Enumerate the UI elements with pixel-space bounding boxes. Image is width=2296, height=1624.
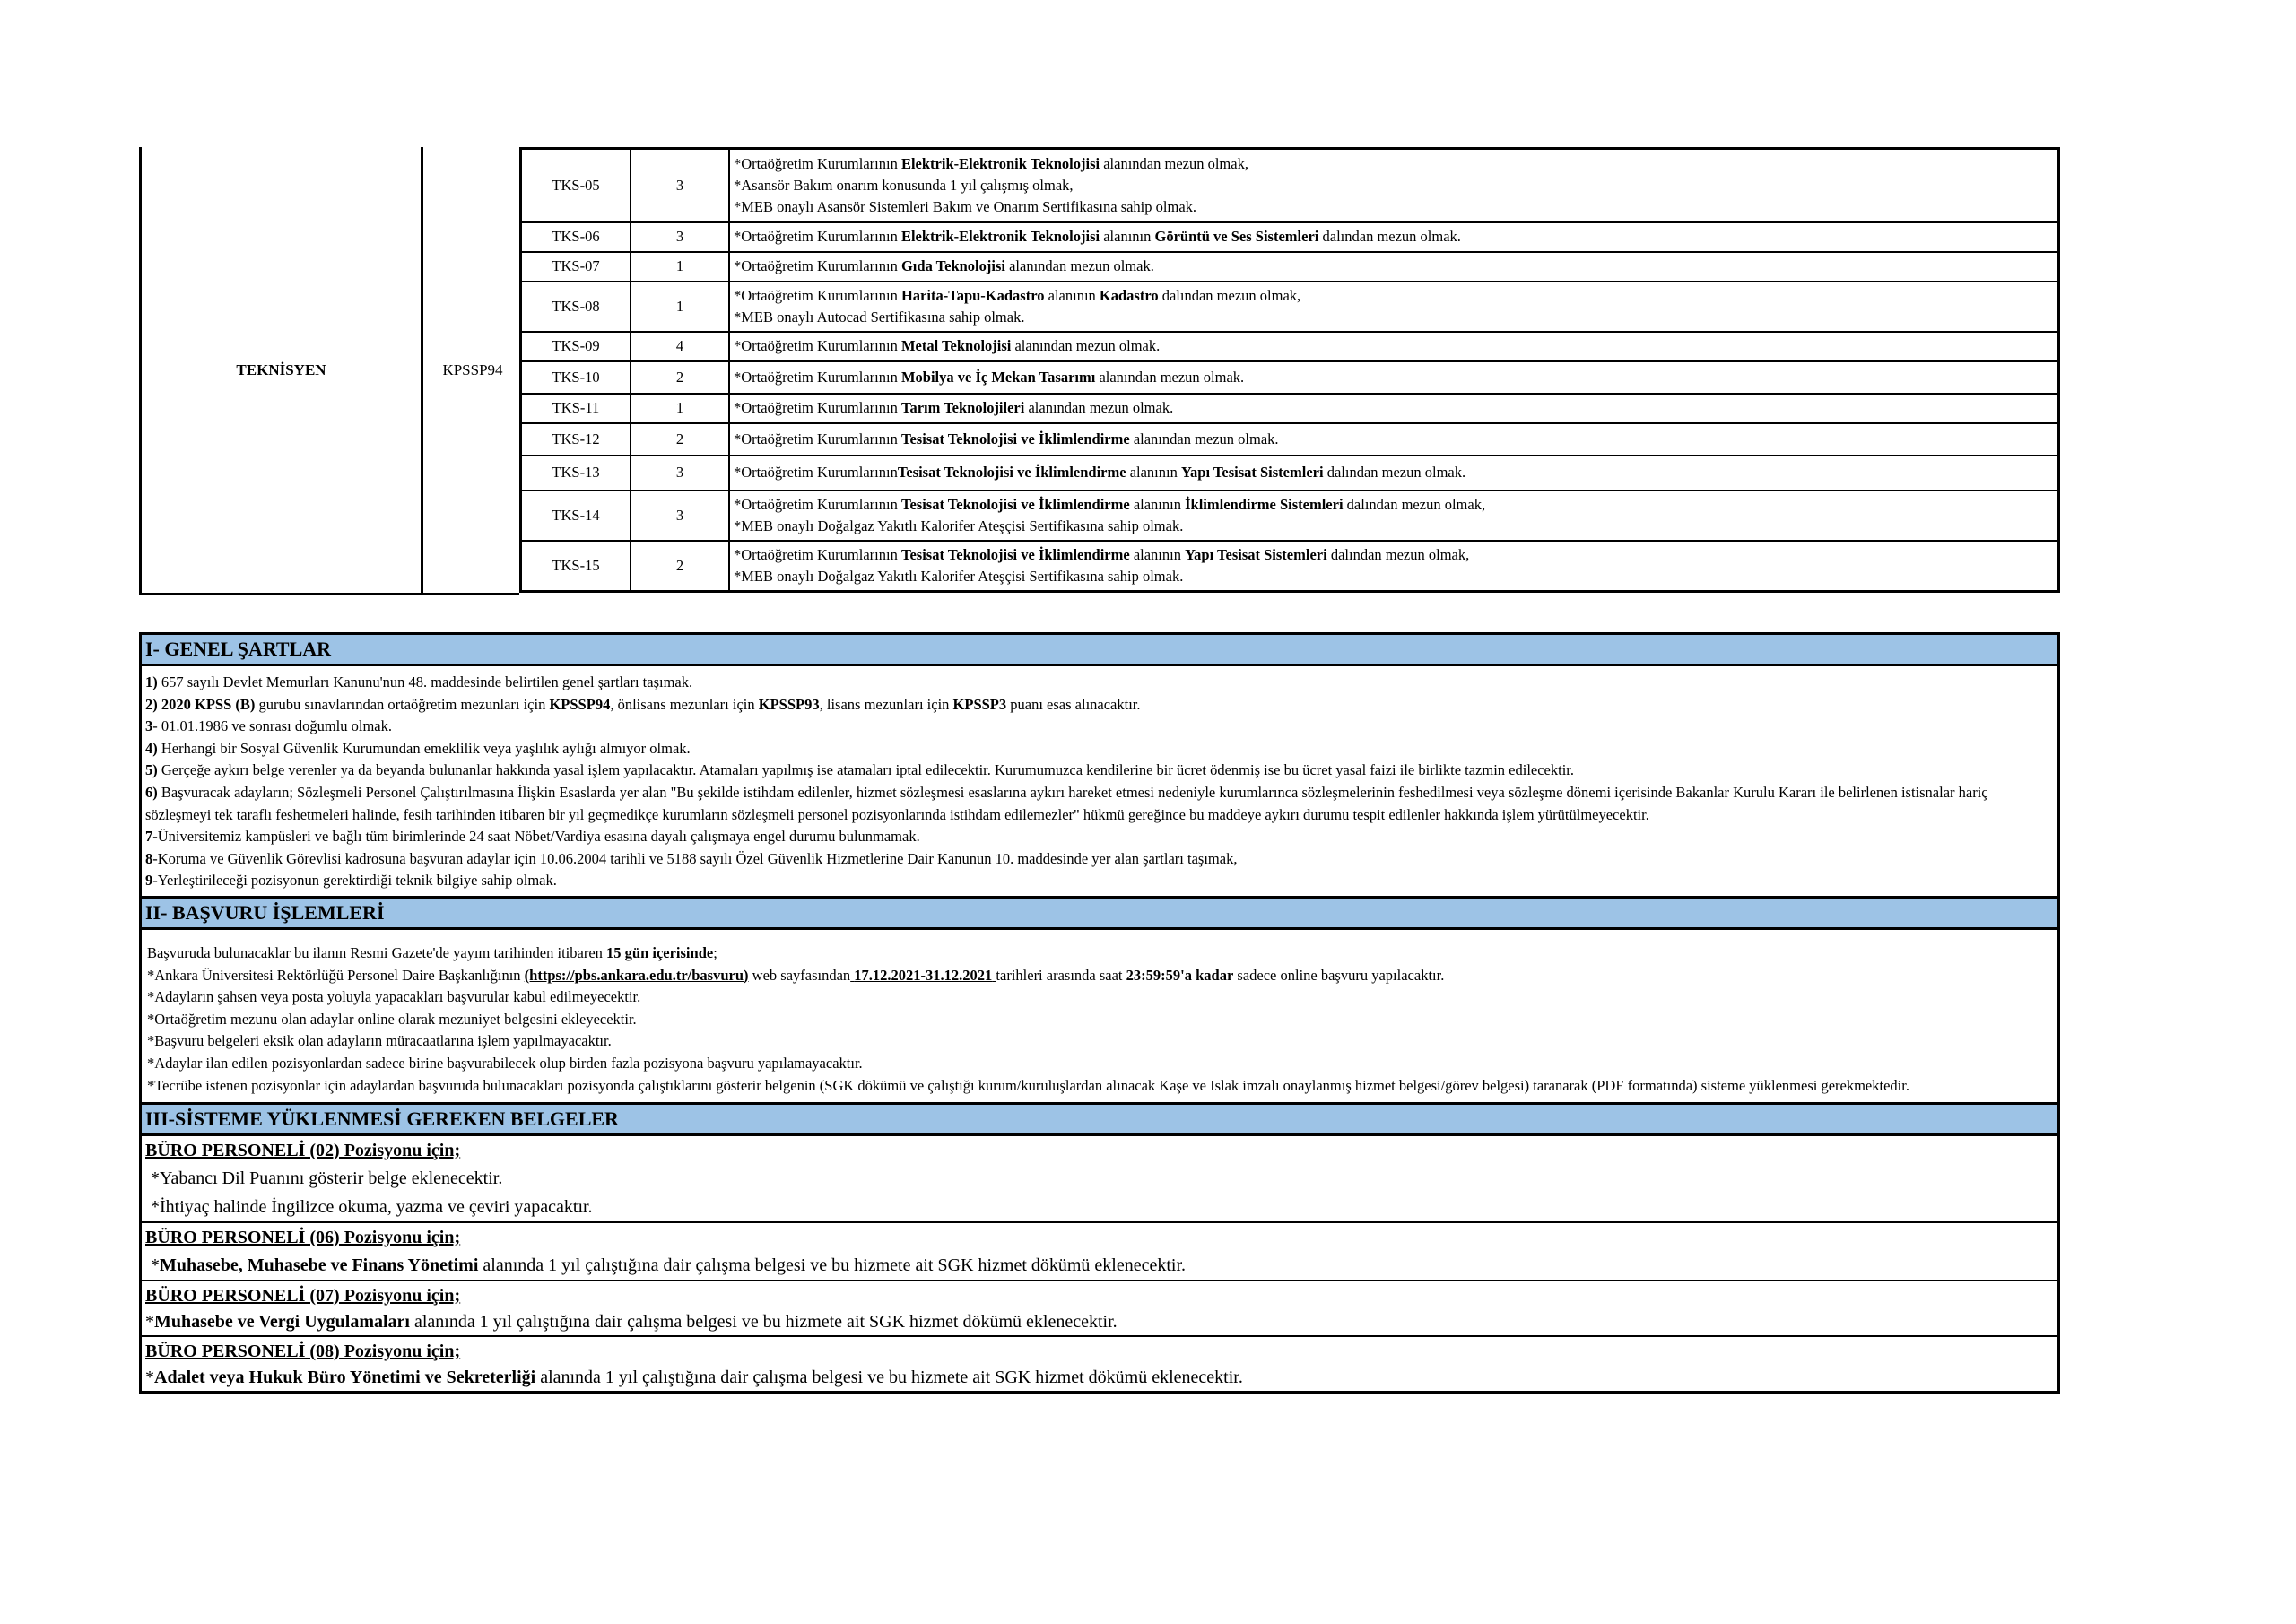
application-item: *Tecrübe istenen pozisyonlar için adaylardan başvuruda bulunacakları pozisyonda çalıştıklarını gösterir belgenin (SGK dökümü ve çalıştığı kurum/kuruluşlardan alınacak Kaşe ve Islak imzalı onaylanmış hizmet belgesi/görev belgesi) taranarak (PDF formatında) sisteme yüklenmesi gerekmektedir. xyxy=(147,1076,1909,1094)
table-row xyxy=(521,252,2059,282)
position-rows xyxy=(519,147,2060,593)
quota-count: 2 xyxy=(631,541,729,592)
qualification-text: *Ortaöğretim Kurumlarının Tesisat Teknolojisi ve İklimlendirme alanının Yapı Tesisat Sistemleri dalından mezun olmak, *MEB onaylı Doğalgaz Yakıtlı Kalorifer Ateşçisi Sertifikasına sahip olmak. xyxy=(729,541,2059,592)
application-item: *Adaylar ilan edilen pozisyonlardan sadece birine başvurabilecek olup birden fazla pozisyona başvuru yapılamayacaktır. xyxy=(147,1054,863,1072)
qualification-text: *Ortaöğretim Kurumlarının Tarım Teknolojileri alanından mezun olmak. xyxy=(729,394,2059,423)
application-item: *Adayların şahsen veya posta yoluyla yapacakları başvurular kabul edilmeyecektir. xyxy=(147,988,641,1006)
table-row xyxy=(521,282,2059,332)
qualification-text: *Ortaöğretim KurumlarınınTesisat Teknolojisi ve İklimlendirme alanının Yapı Tesisat Sistemleri dalından mezun olmak. xyxy=(729,456,2059,491)
general-condition-item: 1) 657 sayılı Devlet Memurları Kanunu'nun 48. maddesinde belirtilen genel şartları taşımak. xyxy=(145,673,693,690)
application-body xyxy=(142,930,2057,1102)
table-row xyxy=(521,541,2059,592)
document-group xyxy=(142,1223,2057,1281)
application-item: *Başvuru belgeleri eksik olan adayların müracaatlarına işlem yapılmayacaktır. xyxy=(147,1032,612,1050)
table-row xyxy=(521,491,2059,541)
application-heading: II- BAŞVURU İŞLEMLERİ xyxy=(142,896,2057,930)
general-condition-item: 4) Herhangi bir Sosyal Güvenlik Kurumundan emeklilik veya yaşlılık aylığı almıyor olmak. xyxy=(145,739,691,757)
table-row xyxy=(521,394,2059,423)
qualification-text: *Ortaöğretim Kurumlarının Mobilya ve İç Mekan Tasarımı alanından mezun olmak. xyxy=(729,361,2059,394)
application-item: *Ankara Üniversitesi Rektörlüğü Personel Daire Başkanlığının (https://pbs.ankara.edu.tr/basvuru) web sayfasından 17.12.2021-31.12.2021 tarihleri arasında saat 23:59:59'a kadar sadece online başvuru yapılacaktır. xyxy=(147,966,1445,984)
qualification-text: *Ortaöğretim Kurumlarının Tesisat Teknolojisi ve İklimlendirme alanından mezun olmak. xyxy=(729,423,2059,456)
document-group-title: BÜRO PERSONELİ (02) Pozisyonu için; xyxy=(145,1141,461,1161)
qualification-text: *Ortaöğretim Kurumlarının Gıda Teknolojisi alanından mezun olmak. xyxy=(729,252,2059,282)
document-requirement: *Yabancı Dil Puanını gösterir belge eklenecektir. xyxy=(151,1168,503,1189)
document-group xyxy=(142,1281,2057,1337)
general-condition-item: 6) Başvuracak adayların; Sözleşmeli Personel Çalıştırılmasına İlişkin Esaslarda yer alan "Bu şekilde istihdam edilenler, hizmet sözleşmesi esaslarına aykırı hareket etmesi nedeniyle kurumlarınca sözleşmelerinin feshedilmesi veya sözleşme dönemi içerisinde Bakanlar Kurulu Kararı ile belirlenen istisnalar hariç sözleşmeyi tek taraflı feshetmeleri halinde, fesih tarihinden itibaren bir yıl geçmedikçe kurumların sözleşmeli personel pozisyonlarında istihdam edilemezler" hükmü gereğince bu maddeye aykırı durumu tespit edilenler hakkında işlem yürütülmeyecektir. xyxy=(145,783,1988,823)
document-group xyxy=(142,1337,2057,1391)
position-code: TKS-05 xyxy=(521,149,631,222)
table-row xyxy=(521,332,2059,361)
document-requirement: *Muhasebe, Muhasebe ve Finans Yönetimi alanında 1 yıl çalıştığına dair çalışma belgesi ve bu hizmete ait SGK hizmet dökümü eklenecektir. xyxy=(151,1255,1187,1276)
document-group-title: BÜRO PERSONELİ (08) Pozisyonu için; xyxy=(145,1342,461,1362)
application-item: Başvuruda bulunacaklar bu ilanın Resmi Gazete'de yayım tarihinden itibaren 15 gün içerisinde; xyxy=(147,943,718,961)
table-row xyxy=(521,456,2059,491)
qualification-text: *Ortaöğretim Kurumlarının Harita-Tapu-Kadastro alanının Kadastro dalından mezun olmak, *MEB onaylı Autocad Sertifikasına sahip olmak. xyxy=(729,282,2059,332)
document-group-title: BÜRO PERSONELİ (06) Pozisyonu için; xyxy=(145,1228,461,1248)
qualification-text: *Ortaöğretim Kurumlarının Elektrik-Elektronik Teknolojisi alanından mezun olmak, *Asansör Bakım onarım konusunda 1 yıl çalışmış olmak, *MEB onaylı Asansör Sistemleri Bakım ve Onarım Sertifikasına sahip olmak. xyxy=(729,149,2059,222)
document-requirement: *Muhasebe ve Vergi Uygulamaları alanında 1 yıl çalıştığına dair çalışma belgesi ve bu hizmete ait SGK hizmet dökümü eklenecektir. xyxy=(145,1312,1118,1333)
position-code: TKS-11 xyxy=(521,394,631,423)
position-code: TKS-15 xyxy=(521,541,631,592)
document-group-title: BÜRO PERSONELİ (07) Pozisyonu için; xyxy=(145,1286,461,1307)
score-type-cell: KPSSP94 xyxy=(442,360,503,378)
quota-count: 1 xyxy=(631,394,729,423)
position-code: TKS-14 xyxy=(521,491,631,541)
general-condition-item: 5) Gerçeğe aykırı belge verenler ya da beyanda bulunanlar hakkında yasal işlem yapılacaktır. Atamaları yapılmış ise atamaları iptal edilecektir. Kurumumuzca kendilerine bir ücret ödenmiş ise bu ücret yasal faizi ile birlikte tazmin edilecektir. xyxy=(145,761,1575,779)
quota-count: 2 xyxy=(631,361,729,394)
title-cell: TEKNİSYEN xyxy=(236,360,326,378)
position-table xyxy=(139,147,2060,595)
table-row xyxy=(521,361,2059,394)
position-code: TKS-07 xyxy=(521,252,631,282)
general-condition-item: 7-Üniversitemiz kampüsleri ve bağlı tüm birimlerinde 24 saat Nöbet/Vardiya esasına dayalı çalışmaya engel durumu bulunmamak. xyxy=(145,828,920,846)
general-conditions-heading: I- GENEL ŞARTLAR xyxy=(142,635,2057,666)
table-row xyxy=(521,423,2059,456)
quota-count: 3 xyxy=(631,491,729,541)
quota-count: 3 xyxy=(631,456,729,491)
position-group-cell xyxy=(139,147,519,595)
position-code: TKS-06 xyxy=(521,222,631,252)
application-item: *Ortaöğretim mezunu olan adaylar online olarak mezuniyet belgesini ekleyecektir. xyxy=(147,1010,637,1028)
qualification-text: *Ortaöğretim Kurumlarının Elektrik-Elektronik Teknolojisi alanının Görüntü ve Ses Sistemleri dalından mezun olmak. xyxy=(729,222,2059,252)
quota-count: 2 xyxy=(631,423,729,456)
document-group xyxy=(142,1136,2057,1223)
qualification-text: *Ortaöğretim Kurumlarının Metal Teknolojisi alanından mezun olmak. xyxy=(729,332,2059,361)
general-condition-item: 9-Yerleştirileceği pozisyonun gerektirdiği teknik bilgiye sahip olmak. xyxy=(145,872,557,890)
document-requirement: *Adalet veya Hukuk Büro Yönetimi ve Sekreterliği alanında 1 yıl çalıştığına dair çalışma belgesi ve bu hizmete ait SGK hizmet dökümü eklenecektir. xyxy=(145,1368,1243,1388)
general-condition-item: 2) 2020 KPSS (B) gurubu sınavlarından ortaöğretim mezunları için KPSSP94, önlisans mezunları için KPSSP93, lisans mezunları için KPSSP3 puanı esas alınacaktır. xyxy=(145,695,1141,713)
table-row xyxy=(521,149,2059,222)
position-code: TKS-08 xyxy=(521,282,631,332)
position-code: TKS-12 xyxy=(521,423,631,456)
quota-count: 1 xyxy=(631,282,729,332)
position-code: TKS-10 xyxy=(521,361,631,394)
position-code: TKS-09 xyxy=(521,332,631,361)
qualification-text: *Ortaöğretim Kurumlarının Tesisat Teknolojisi ve İklimlendirme alanının İklimlendirme Sistemleri dalından mezun olmak, *MEB onaylı Doğalgaz Yakıtlı Kalorifer Ateşçisi Sertifikasına sahip olmak. xyxy=(729,491,2059,541)
documents-heading: III-SİSTEME YÜKLENMESİ GEREKEN BELGELER xyxy=(142,1102,2057,1136)
documents-body xyxy=(142,1136,2057,1391)
conditions-sections xyxy=(139,632,2060,1394)
general-condition-item: 8-Koruma ve Güvenlik Görevlisi kadrosuna başvuran adaylar için 10.06.2004 tarihli ve 5188 sayılı Özel Güvenlik Hizmetlerine Dair Kanunun 10. maddesinde yer alan şartları taşımak, xyxy=(145,849,1238,867)
quota-count: 3 xyxy=(631,149,729,222)
document-requirement: *İhtiyaç halinde İngilizce okuma, yazma ve çeviri yapacaktır. xyxy=(151,1197,593,1218)
general-conditions-body xyxy=(142,666,2057,896)
quota-count: 4 xyxy=(631,332,729,361)
quota-count: 3 xyxy=(631,222,729,252)
position-code: TKS-13 xyxy=(521,456,631,491)
quota-count: 1 xyxy=(631,252,729,282)
general-condition-item: 3- 01.01.1986 ve sonrası doğumlu olmak. xyxy=(145,717,392,735)
table-row xyxy=(521,222,2059,252)
